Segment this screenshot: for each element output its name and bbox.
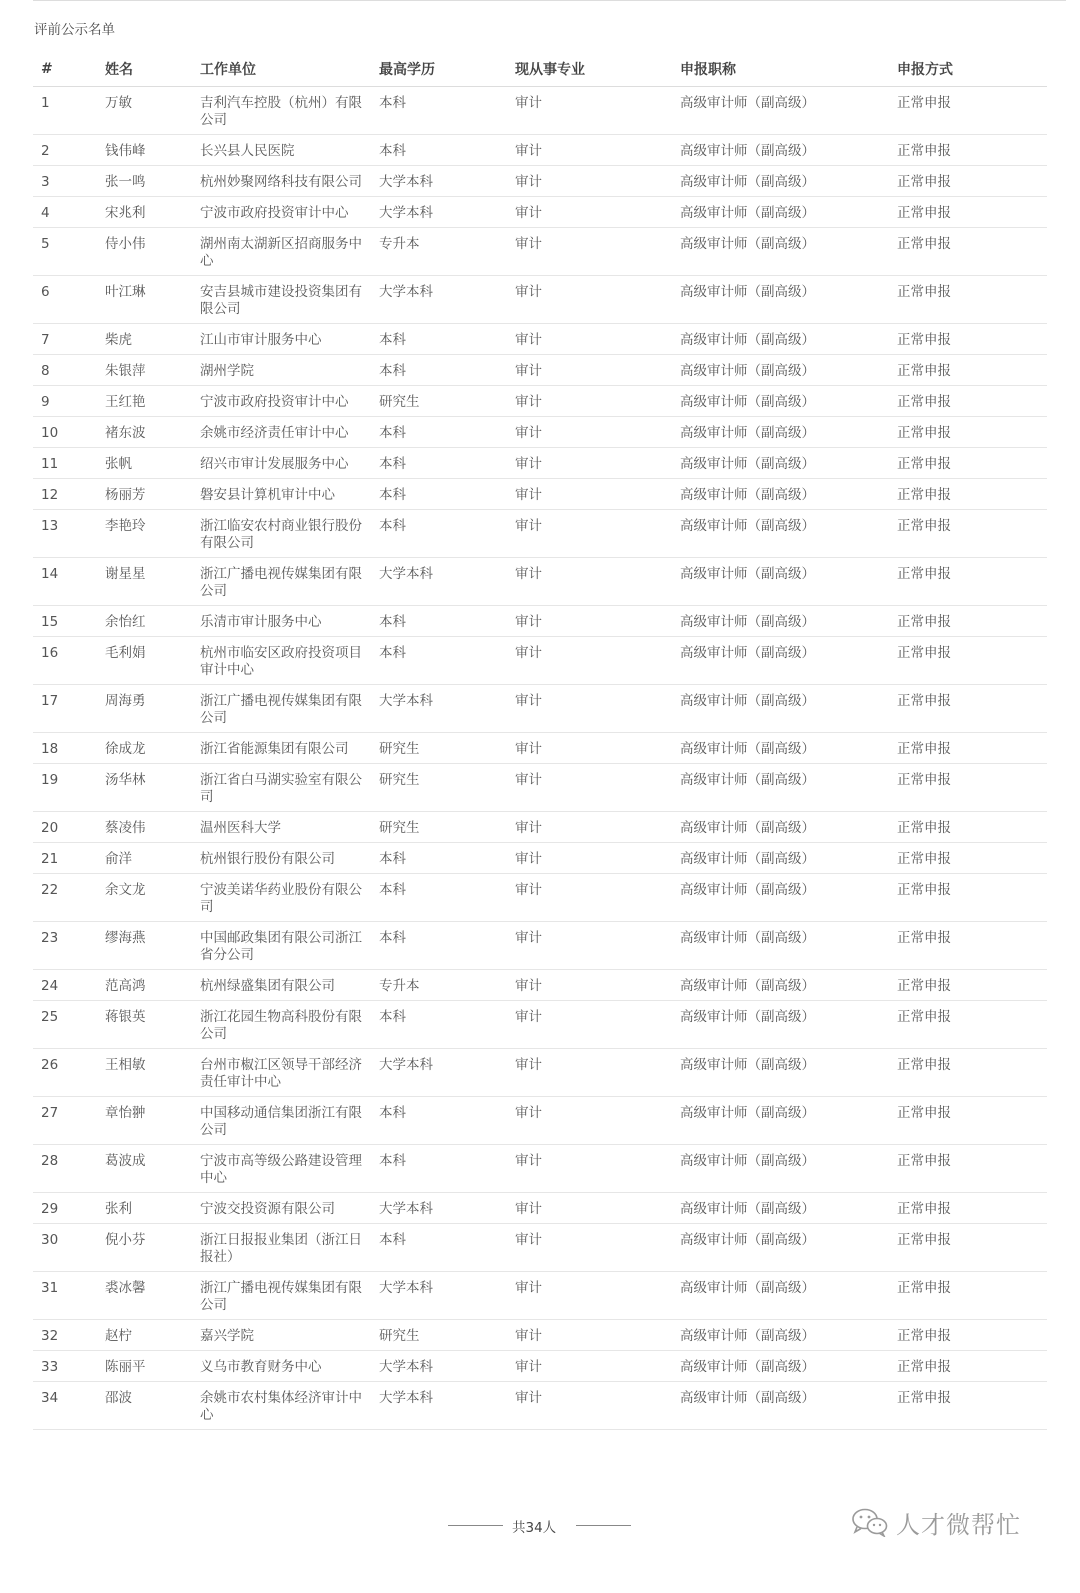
candidate-name: 谢星星 (97, 557, 192, 605)
education: 大学本科 (371, 1381, 507, 1429)
row-index: 20 (33, 811, 97, 842)
row-index: 3 (33, 165, 97, 196)
applied-title: 高级审计师（副高级） (672, 1223, 889, 1271)
table-row (33, 811, 1047, 842)
application-method: 正常申报 (889, 873, 1047, 921)
employer: 安吉县城市建设投资集团有限公司 (192, 275, 371, 323)
major: 审计 (507, 1144, 672, 1192)
education: 大学本科 (371, 1271, 507, 1319)
table-row (33, 1192, 1047, 1223)
employer: 湖州南太湖新区招商服务中心 (192, 227, 371, 275)
education: 本科 (371, 134, 507, 165)
header-index: # (33, 53, 97, 86)
education: 专升本 (371, 227, 507, 275)
candidate-name: 缪海燕 (97, 921, 192, 969)
education: 本科 (371, 1144, 507, 1192)
major: 审计 (507, 557, 672, 605)
employer: 吉利汽车控股（杭州）有限公司 (192, 86, 371, 134)
education: 研究生 (371, 811, 507, 842)
application-method: 正常申报 (889, 323, 1047, 354)
candidate-name: 蔡凌伟 (97, 811, 192, 842)
row-index: 14 (33, 557, 97, 605)
applied-title: 高级审计师（副高级） (672, 509, 889, 557)
employer: 湖州学院 (192, 354, 371, 385)
education: 大学本科 (371, 196, 507, 227)
candidate-name: 邵波 (97, 1381, 192, 1429)
table-row (33, 1144, 1047, 1192)
candidate-name: 汤华林 (97, 763, 192, 811)
row-index: 34 (33, 1381, 97, 1429)
candidate-name: 李艳玲 (97, 509, 192, 557)
candidate-name: 褚东波 (97, 416, 192, 447)
row-index: 12 (33, 478, 97, 509)
education: 本科 (371, 447, 507, 478)
employer: 宁波美诺华药业股份有限公司 (192, 873, 371, 921)
employer: 余姚市经济责任审计中心 (192, 416, 371, 447)
header-method: 申报方式 (889, 53, 1047, 86)
table-row (33, 557, 1047, 605)
major: 审计 (507, 1223, 672, 1271)
candidate-name: 叶江琳 (97, 275, 192, 323)
employer: 绍兴市审计发展服务中心 (192, 447, 371, 478)
row-index: 25 (33, 1000, 97, 1048)
application-method: 正常申报 (889, 969, 1047, 1000)
major: 审计 (507, 385, 672, 416)
application-method: 正常申报 (889, 842, 1047, 873)
application-method: 正常申报 (889, 134, 1047, 165)
candidate-name: 裘冰馨 (97, 1271, 192, 1319)
application-method: 正常申报 (889, 557, 1047, 605)
candidate-name: 杨丽芳 (97, 478, 192, 509)
table-row (33, 1000, 1047, 1048)
row-index: 21 (33, 842, 97, 873)
table-row (33, 605, 1047, 636)
table-header-row (33, 53, 1047, 86)
row-index: 23 (33, 921, 97, 969)
row-index: 31 (33, 1271, 97, 1319)
education: 本科 (371, 1096, 507, 1144)
applied-title: 高级审计师（副高级） (672, 1381, 889, 1429)
application-method: 正常申报 (889, 227, 1047, 275)
major: 审计 (507, 605, 672, 636)
wechat-icon (850, 1507, 890, 1537)
page-title: 评前公示名单 (34, 22, 115, 38)
applied-title: 高级审计师（副高级） (672, 969, 889, 1000)
row-index: 32 (33, 1319, 97, 1350)
application-method: 正常申报 (889, 1381, 1047, 1429)
education: 大学本科 (371, 684, 507, 732)
header-employer: 工作单位 (192, 53, 371, 86)
education: 本科 (371, 354, 507, 385)
education: 研究生 (371, 732, 507, 763)
table-row (33, 1048, 1047, 1096)
major: 审计 (507, 1350, 672, 1381)
employer: 乐清市审计服务中心 (192, 605, 371, 636)
top-divider (33, 0, 1066, 1)
table-row (33, 275, 1047, 323)
table-row (33, 1350, 1047, 1381)
major: 审计 (507, 732, 672, 763)
total-count: 共34人 (512, 1520, 557, 1536)
header-major: 现从事专业 (507, 53, 672, 86)
employer: 杭州妙聚网络科技有限公司 (192, 165, 371, 196)
employer: 江山市审计服务中心 (192, 323, 371, 354)
education: 本科 (371, 323, 507, 354)
row-index: 17 (33, 684, 97, 732)
row-index: 26 (33, 1048, 97, 1096)
employer: 宁波市高等级公路建设管理中心 (192, 1144, 371, 1192)
major: 审计 (507, 1000, 672, 1048)
candidate-name: 朱银萍 (97, 354, 192, 385)
application-method: 正常申报 (889, 447, 1047, 478)
candidate-name: 赵柠 (97, 1319, 192, 1350)
row-index: 22 (33, 873, 97, 921)
candidate-name: 王红艳 (97, 385, 192, 416)
major: 审计 (507, 1048, 672, 1096)
major: 审计 (507, 873, 672, 921)
application-method: 正常申报 (889, 636, 1047, 684)
candidate-name: 余怡红 (97, 605, 192, 636)
applied-title: 高级审计师（副高级） (672, 684, 889, 732)
row-index: 2 (33, 134, 97, 165)
employer: 浙江广播电视传媒集团有限公司 (192, 684, 371, 732)
table-row (33, 763, 1047, 811)
employer: 浙江临安农村商业银行股份有限公司 (192, 509, 371, 557)
major: 审计 (507, 811, 672, 842)
footer-rule-right (576, 1525, 631, 1526)
table-row (33, 416, 1047, 447)
row-index: 29 (33, 1192, 97, 1223)
candidate-name: 侍小伟 (97, 227, 192, 275)
employer: 浙江日报报业集团（浙江日报社） (192, 1223, 371, 1271)
watermark (850, 1505, 1021, 1539)
education: 本科 (371, 416, 507, 447)
major: 审计 (507, 134, 672, 165)
education: 本科 (371, 1223, 507, 1271)
education: 本科 (371, 636, 507, 684)
application-method: 正常申报 (889, 921, 1047, 969)
applied-title: 高级审计师（副高级） (672, 1350, 889, 1381)
major: 审计 (507, 478, 672, 509)
table-row (33, 732, 1047, 763)
employer: 杭州市临安区政府投资项目审计中心 (192, 636, 371, 684)
applied-title: 高级审计师（副高级） (672, 1000, 889, 1048)
major: 审计 (507, 921, 672, 969)
applied-title: 高级审计师（副高级） (672, 385, 889, 416)
candidate-name: 周海勇 (97, 684, 192, 732)
row-index: 7 (33, 323, 97, 354)
row-index: 30 (33, 1223, 97, 1271)
table-row (33, 1096, 1047, 1144)
candidate-name: 葛波成 (97, 1144, 192, 1192)
education: 大学本科 (371, 275, 507, 323)
major: 审计 (507, 354, 672, 385)
row-index: 16 (33, 636, 97, 684)
applied-title: 高级审计师（副高级） (672, 1144, 889, 1192)
row-index: 13 (33, 509, 97, 557)
row-index: 6 (33, 275, 97, 323)
major: 审计 (507, 196, 672, 227)
application-method: 正常申报 (889, 86, 1047, 134)
application-method: 正常申报 (889, 1223, 1047, 1271)
education: 本科 (371, 478, 507, 509)
major: 审计 (507, 1381, 672, 1429)
education: 大学本科 (371, 1048, 507, 1096)
education: 本科 (371, 873, 507, 921)
applied-title: 高级审计师（副高级） (672, 873, 889, 921)
education: 专升本 (371, 969, 507, 1000)
employer: 温州医科大学 (192, 811, 371, 842)
employer: 余姚市农村集体经济审计中心 (192, 1381, 371, 1429)
header-name: 姓名 (97, 53, 192, 86)
applied-title: 高级审计师（副高级） (672, 165, 889, 196)
application-method: 正常申报 (889, 763, 1047, 811)
application-method: 正常申报 (889, 1048, 1047, 1096)
major: 审计 (507, 636, 672, 684)
footer-rule-left (448, 1525, 503, 1526)
table-row (33, 447, 1047, 478)
major: 审计 (507, 165, 672, 196)
applied-title: 高级审计师（副高级） (672, 275, 889, 323)
applied-title: 高级审计师（副高级） (672, 921, 889, 969)
row-index: 19 (33, 763, 97, 811)
major: 审计 (507, 1096, 672, 1144)
row-index: 5 (33, 227, 97, 275)
application-method: 正常申报 (889, 1271, 1047, 1319)
watermark-text: 人才微帮忙 (896, 1510, 1021, 1539)
employer: 杭州绿盛集团有限公司 (192, 969, 371, 1000)
row-index: 18 (33, 732, 97, 763)
employer: 宁波市政府投资审计中心 (192, 196, 371, 227)
application-method: 正常申报 (889, 1096, 1047, 1144)
table-row (33, 354, 1047, 385)
employer: 浙江花园生物高科股份有限公司 (192, 1000, 371, 1048)
header-title: 申报职称 (672, 53, 889, 86)
table-row (33, 1271, 1047, 1319)
major: 审计 (507, 1319, 672, 1350)
employer: 宁波交投资源有限公司 (192, 1192, 371, 1223)
table-row (33, 323, 1047, 354)
education: 大学本科 (371, 1192, 507, 1223)
major: 审计 (507, 416, 672, 447)
candidate-name: 陈丽平 (97, 1350, 192, 1381)
header-education: 最高学历 (371, 53, 507, 86)
row-index: 8 (33, 354, 97, 385)
employer: 浙江广播电视传媒集团有限公司 (192, 1271, 371, 1319)
applied-title: 高级审计师（副高级） (672, 134, 889, 165)
row-index: 27 (33, 1096, 97, 1144)
application-method: 正常申报 (889, 1144, 1047, 1192)
table-row (33, 1319, 1047, 1350)
education: 研究生 (371, 763, 507, 811)
applied-title: 高级审计师（副高级） (672, 763, 889, 811)
applied-title: 高级审计师（副高级） (672, 354, 889, 385)
application-method: 正常申报 (889, 509, 1047, 557)
employer: 义乌市教育财务中心 (192, 1350, 371, 1381)
employer: 浙江省白马湖实验室有限公司 (192, 763, 371, 811)
application-method: 正常申报 (889, 196, 1047, 227)
table-row (33, 684, 1047, 732)
application-method: 正常申报 (889, 385, 1047, 416)
applied-title: 高级审计师（副高级） (672, 1048, 889, 1096)
education: 本科 (371, 86, 507, 134)
application-method: 正常申报 (889, 354, 1047, 385)
education: 大学本科 (371, 165, 507, 196)
row-index: 15 (33, 605, 97, 636)
major: 审计 (507, 227, 672, 275)
table-row (33, 921, 1047, 969)
table-row (33, 1223, 1047, 1271)
table-row (33, 509, 1047, 557)
applied-title: 高级审计师（副高级） (672, 1271, 889, 1319)
candidate-name: 范高鸿 (97, 969, 192, 1000)
candidate-table (33, 53, 1047, 1430)
candidate-name: 倪小芬 (97, 1223, 192, 1271)
row-index: 4 (33, 196, 97, 227)
applied-title: 高级审计师（副高级） (672, 636, 889, 684)
major: 审计 (507, 323, 672, 354)
candidate-name: 柴虎 (97, 323, 192, 354)
row-index: 24 (33, 969, 97, 1000)
row-index: 11 (33, 447, 97, 478)
application-method: 正常申报 (889, 605, 1047, 636)
employer: 长兴县人民医院 (192, 134, 371, 165)
candidate-name: 王相敏 (97, 1048, 192, 1096)
applied-title: 高级审计师（副高级） (672, 478, 889, 509)
table-row (33, 196, 1047, 227)
table-row (33, 478, 1047, 509)
major: 审计 (507, 1192, 672, 1223)
candidate-name: 万敏 (97, 86, 192, 134)
application-method: 正常申报 (889, 811, 1047, 842)
major: 审计 (507, 684, 672, 732)
education: 研究生 (371, 1319, 507, 1350)
applied-title: 高级审计师（副高级） (672, 605, 889, 636)
major: 审计 (507, 86, 672, 134)
candidate-name: 毛利娟 (97, 636, 192, 684)
table-row (33, 86, 1047, 134)
candidate-name: 张一鸣 (97, 165, 192, 196)
row-index: 1 (33, 86, 97, 134)
table-row (33, 165, 1047, 196)
major: 审计 (507, 842, 672, 873)
education: 本科 (371, 1000, 507, 1048)
application-method: 正常申报 (889, 1000, 1047, 1048)
applied-title: 高级审计师（副高级） (672, 1319, 889, 1350)
table-row (33, 227, 1047, 275)
education: 大学本科 (371, 1350, 507, 1381)
candidate-name: 张帆 (97, 447, 192, 478)
row-index: 9 (33, 385, 97, 416)
application-method: 正常申报 (889, 1192, 1047, 1223)
employer: 磐安县计算机审计中心 (192, 478, 371, 509)
table-row (33, 134, 1047, 165)
applied-title: 高级审计师（副高级） (672, 196, 889, 227)
employer: 杭州银行股份有限公司 (192, 842, 371, 873)
candidate-name: 张利 (97, 1192, 192, 1223)
table-row (33, 969, 1047, 1000)
table-row (33, 636, 1047, 684)
applied-title: 高级审计师（副高级） (672, 811, 889, 842)
employer: 中国移动通信集团浙江有限公司 (192, 1096, 371, 1144)
applied-title: 高级审计师（副高级） (672, 1192, 889, 1223)
applied-title: 高级审计师（副高级） (672, 1096, 889, 1144)
education: 本科 (371, 842, 507, 873)
candidate-name: 章怡翀 (97, 1096, 192, 1144)
applied-title: 高级审计师（副高级） (672, 447, 889, 478)
education: 本科 (371, 921, 507, 969)
candidate-name: 余文龙 (97, 873, 192, 921)
applied-title: 高级审计师（副高级） (672, 323, 889, 354)
education: 大学本科 (371, 557, 507, 605)
candidate-name: 蒋银英 (97, 1000, 192, 1048)
employer: 宁波市政府投资审计中心 (192, 385, 371, 416)
major: 审计 (507, 1271, 672, 1319)
employer: 浙江广播电视传媒集团有限公司 (192, 557, 371, 605)
major: 审计 (507, 275, 672, 323)
row-index: 33 (33, 1350, 97, 1381)
education: 本科 (371, 509, 507, 557)
major: 审计 (507, 509, 672, 557)
major: 审计 (507, 763, 672, 811)
table-row (33, 873, 1047, 921)
employer: 浙江省能源集团有限公司 (192, 732, 371, 763)
application-method: 正常申报 (889, 1319, 1047, 1350)
table-row (33, 1381, 1047, 1429)
major: 审计 (507, 969, 672, 1000)
major: 审计 (507, 447, 672, 478)
application-method: 正常申报 (889, 732, 1047, 763)
application-method: 正常申报 (889, 478, 1047, 509)
employer: 嘉兴学院 (192, 1319, 371, 1350)
applied-title: 高级审计师（副高级） (672, 227, 889, 275)
applied-title: 高级审计师（副高级） (672, 842, 889, 873)
table-body (33, 86, 1047, 1429)
application-method: 正常申报 (889, 684, 1047, 732)
employer: 中国邮政集团有限公司浙江省分公司 (192, 921, 371, 969)
employer: 台州市椒江区领导干部经济责任审计中心 (192, 1048, 371, 1096)
application-method: 正常申报 (889, 1350, 1047, 1381)
candidate-name: 徐成龙 (97, 732, 192, 763)
candidate-name: 钱伟峰 (97, 134, 192, 165)
candidate-name: 俞洋 (97, 842, 192, 873)
applied-title: 高级审计师（副高级） (672, 416, 889, 447)
applied-title: 高级审计师（副高级） (672, 732, 889, 763)
candidate-name: 宋兆利 (97, 196, 192, 227)
application-method: 正常申报 (889, 275, 1047, 323)
row-index: 10 (33, 416, 97, 447)
applied-title: 高级审计师（副高级） (672, 86, 889, 134)
education: 本科 (371, 605, 507, 636)
applied-title: 高级审计师（副高级） (672, 557, 889, 605)
table-row (33, 842, 1047, 873)
application-method: 正常申报 (889, 416, 1047, 447)
education: 研究生 (371, 385, 507, 416)
row-index: 28 (33, 1144, 97, 1192)
application-method: 正常申报 (889, 165, 1047, 196)
table-row (33, 385, 1047, 416)
